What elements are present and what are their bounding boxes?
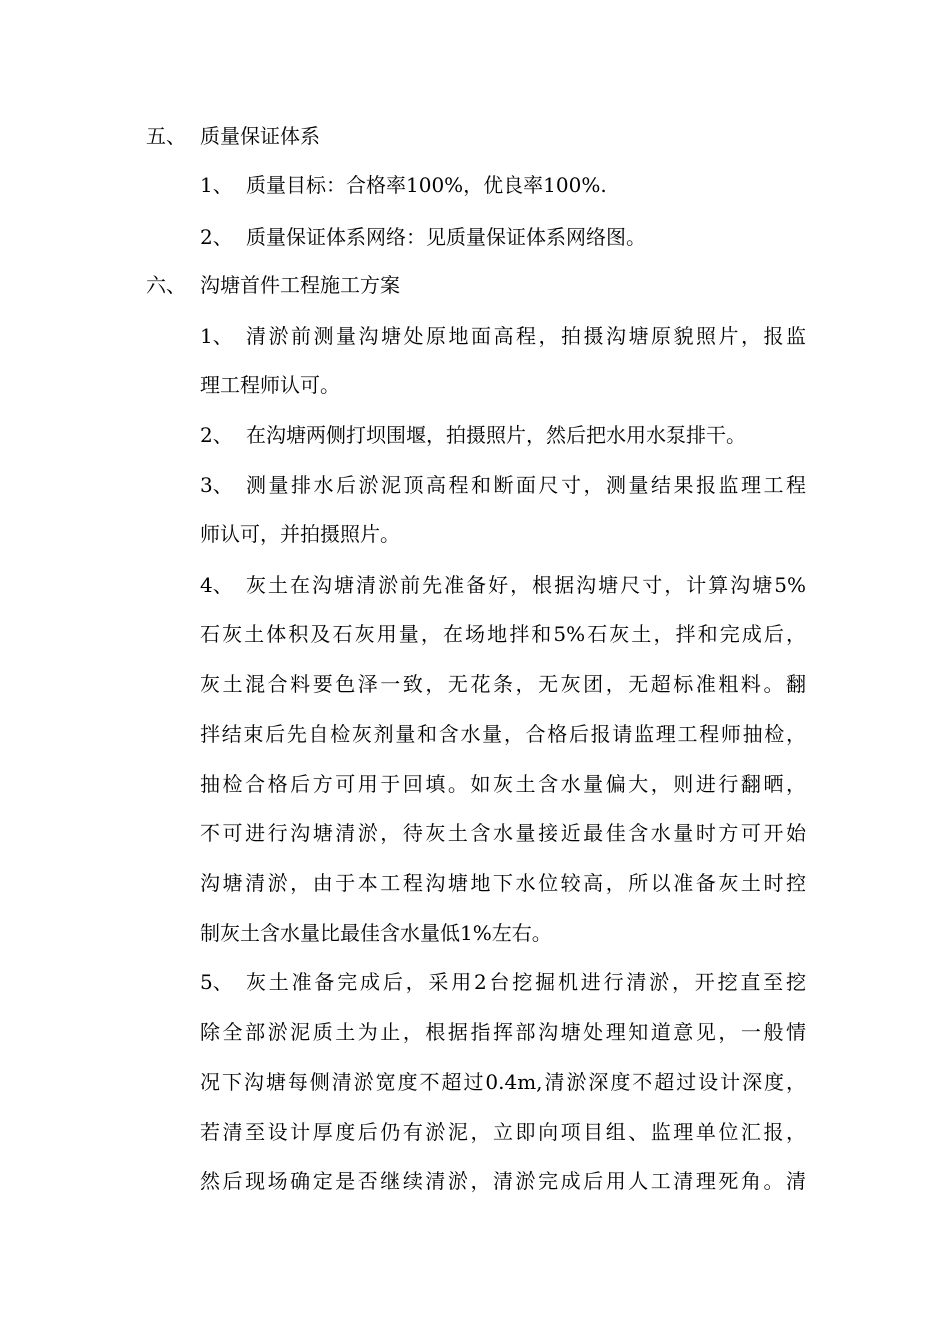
item-number: 3、 — [200, 473, 233, 497]
item-text: 灰土在沟塘清淤前先准备好，根据沟塘尺寸，计算沟塘5% — [246, 573, 806, 597]
item-text: 在沟塘两侧打坝围堰，拍摄照片，然后把水用水泵排干。 — [246, 423, 746, 447]
item-text: 清淤前测量沟塘处原地面高程，拍摄沟塘原貌照片，报监 — [246, 324, 806, 348]
item-text: 除全部淤泥质土为止，根据指挥部沟塘处理知道意见，一般情 — [200, 1020, 806, 1044]
section-number: 六、 — [146, 273, 186, 297]
item-text: 灰土混合料要色泽一致，无花条，无灰团，无超标准粗料。翻 — [200, 672, 806, 696]
item-text: 制灰土含水量比最佳含水量低1%左右。 — [200, 921, 552, 945]
item-text: 抽检合格后方可用于回填。如灰土含水量偏大，则进行翻晒， — [200, 772, 806, 796]
item-number: 2、 — [200, 423, 233, 447]
section-title: 沟塘首件工程施工方案 — [200, 273, 400, 297]
item-text: 况下沟塘每侧清淤宽度不超过0.4m,清淤深度不超过设计深度， — [200, 1070, 806, 1094]
section-number: 五、 — [146, 124, 186, 148]
item-text: 师认可，并拍摄照片。 — [200, 522, 400, 546]
item-text: 若清至设计厚度后仍有淤泥，立即向项目组、监理单位汇报， — [200, 1120, 806, 1144]
item-number: 5、 — [200, 970, 233, 994]
item-text: 石灰土体积及石灰用量，在场地拌和5%石灰土，拌和完成后， — [200, 622, 806, 646]
item-text: 然后现场确定是否继续清淤，清淤完成后用人工清理死角。清 — [200, 1169, 806, 1193]
item-text: 质量保证体系网络：见质量保证体系网络图。 — [246, 225, 646, 249]
item-text: 不可进行沟塘清淤，待灰土含水量接近最佳含水量时方可开始 — [200, 821, 806, 845]
item-text: 拌结束后先自检灰剂量和含水量，合格后报请监理工程师抽检， — [200, 722, 806, 746]
item-text: 测量排水后淤泥顶高程和断面尺寸，测量结果报监理工程 — [246, 473, 806, 497]
item-text: 理工程师认可。 — [200, 373, 340, 397]
item-number: 2、 — [200, 225, 233, 249]
item-number: 1、 — [200, 324, 233, 348]
item-text: 沟塘清淤，由于本工程沟塘地下水位较高，所以准备灰土时控 — [200, 871, 806, 895]
item-text: 灰土准备完成后，采用2台挖掘机进行清淤，开挖直至挖 — [246, 970, 806, 994]
item-text: 质量目标：合格率100%，优良率100%. — [246, 173, 607, 197]
item-number: 4、 — [200, 573, 233, 597]
section-title: 质量保证体系 — [200, 124, 320, 148]
item-number: 1、 — [200, 173, 233, 197]
